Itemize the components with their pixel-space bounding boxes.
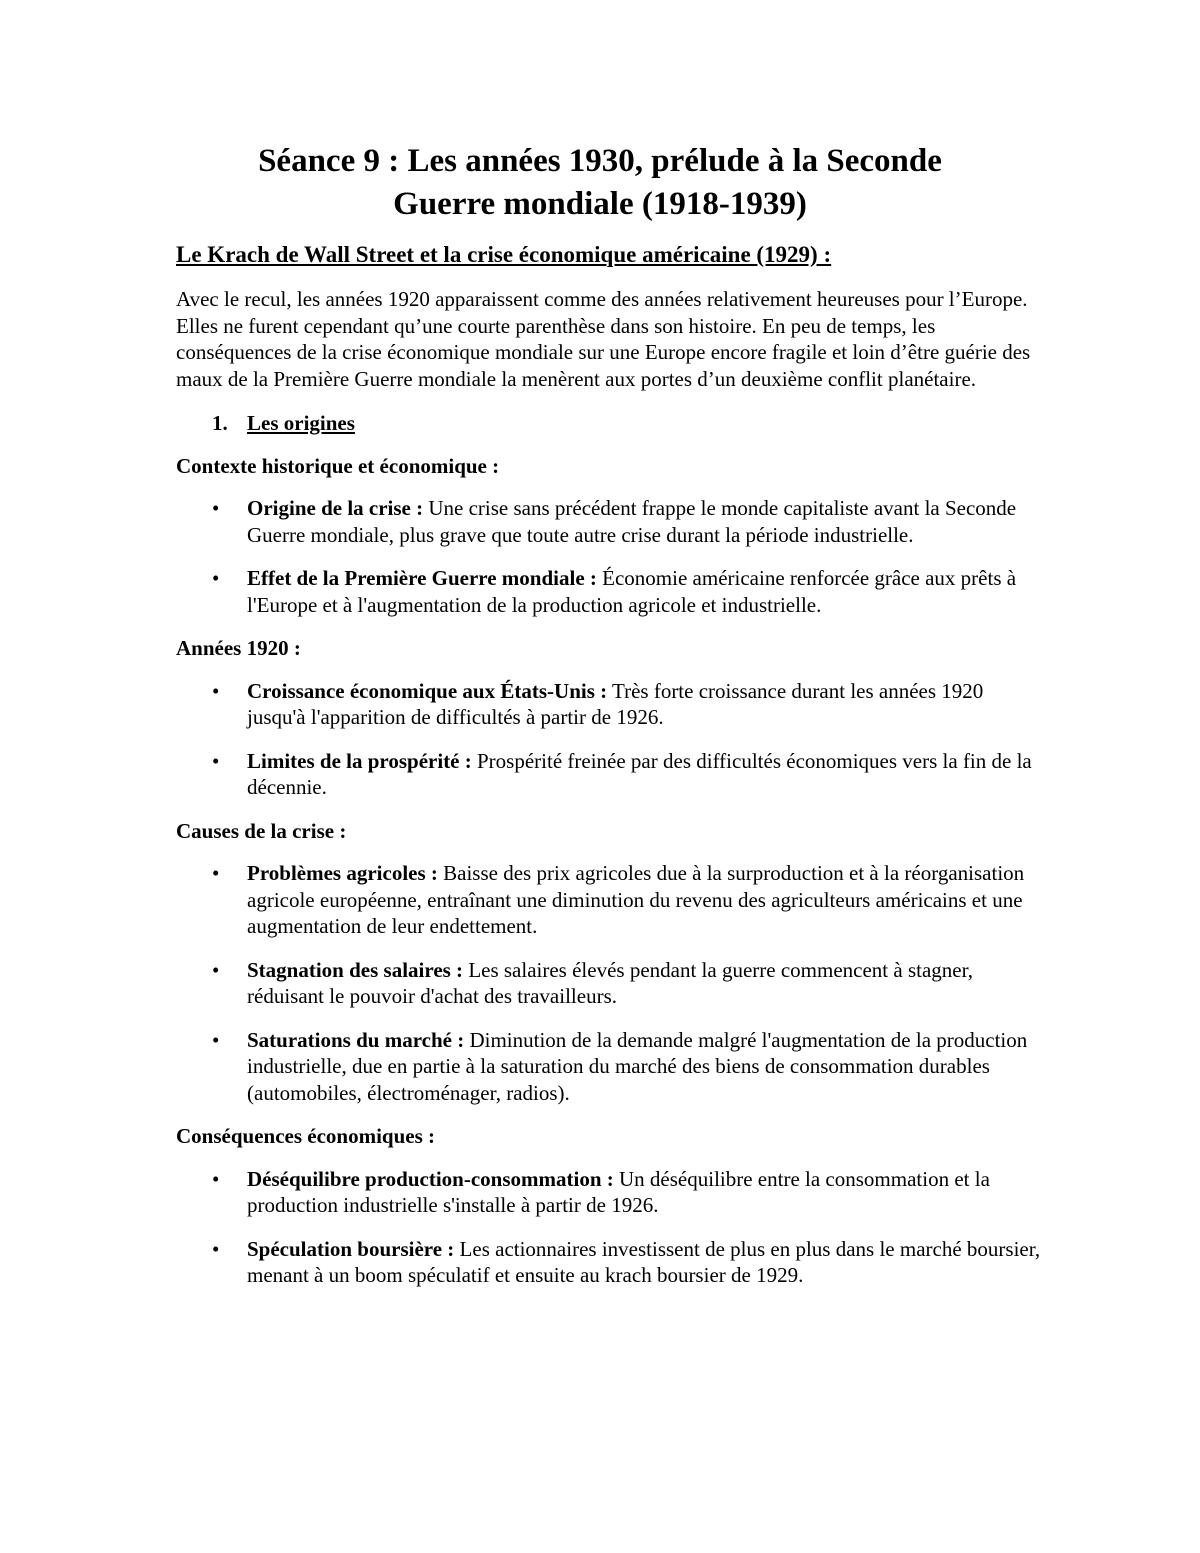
bullet-list [176,860,1046,1106]
bullet-text: Économie américaine renforcée grâce aux prêts à l'Europe et à l'augmentation de la production agricole et industrielle. [247,566,1017,617]
bullet-text: Une crise sans précédent frappe le monde capitaliste avant la Seconde Guerre mondiale, plus grave que toute autre crise durant la période industrielle. [247,496,1017,547]
intro-paragraph: Avec le recul, les années 1920 apparaissent comme des années relativement heureuses pour l’Europe. Elles ne furent cependant qu’une courte parenthèse dans son histoire. En peu de temps, les conséquences de la crise économique mondiale sur une Europe encore fragile et loin d’être guérie des maux de la Première Guerre mondiale la menèrent aux portes d’un deuxième conflit planétaire. [176,287,1031,391]
bullet-item [176,1027,1046,1107]
section-heading: Le Krach de Wall Street et la crise économique américaine (1929) : [176,242,832,267]
subsection-heading: Contexte historique et économique : [176,453,500,478]
bullet-list [176,678,1046,801]
subsection-heading: Années 1920 : [176,636,301,660]
title-line-1: Séance 9 : Les années 1930, prélude à la Seconde [258,143,942,179]
bullet-icon: • [212,957,220,982]
bullet-term: Spéculation boursière : [247,1236,455,1261]
bullet-term: Problèmes agricoles : [247,861,438,885]
bullet-list [176,495,1046,618]
numbered-heading [176,410,1046,437]
bullet-icon: • [212,748,220,773]
bullet-item [176,678,1046,731]
bullet-icon: • [212,678,220,703]
bullet-item [176,565,1046,618]
bullet-text: Très forte croissance durant les années 1920 jusqu'à l'apparition de difficultés à partir de 1926. [247,678,984,729]
bullet-icon: • [212,861,220,885]
bullet-item [176,1236,1046,1289]
bullet-item [176,1166,1046,1219]
page-title [150,140,1050,226]
bullet-text: Les actionnaires investissent de plus en plus dans le marché boursier, menant à un boom spéculatif et ensuite au krach boursier de 1929. [247,1236,1041,1287]
bullet-term: Limites de la prospérité : [247,748,472,773]
numbered-heading-label: Les origines [247,411,355,435]
bullet-icon: • [212,1236,220,1261]
bullet-groups [176,453,1046,1289]
bullet-term: Stagnation des salaires : [247,957,464,982]
bullet-term: Saturations du marché : [247,1027,465,1052]
subsection-heading: Causes de la crise : [176,818,347,843]
bullet-term: Effet de la Première Guerre mondiale : [247,566,597,590]
bullet-text: Baisse des prix agricoles due à la surproduction et à la réorganisation agricole européenne, entraînant une diminution du revenu des agriculteurs américains et une augmentation de leur endettement. [247,861,1025,938]
bullet-list [176,1166,1046,1289]
bullet-item [176,957,1046,1010]
bullet-term: Origine de la crise : [247,496,424,520]
numbered-heading-number: 1. [212,411,228,435]
bullet-item [176,860,1046,940]
bullet-text: Les salaires élevés pendant la guerre commencent à stagner, réduisant le pouvoir d'achat des travailleurs. [247,957,973,1008]
bullet-icon: • [212,1166,220,1191]
bullet-text: Prospérité freinée par des difficultés économiques vers la fin de la décennie. [247,748,1032,799]
bullet-text: Diminution de la demande malgré l'augmentation de la production industrielle, due en partie à la saturation du marché des biens de consommation durables (automobiles, électroménager, radios). [247,1027,1028,1105]
bullet-item [176,495,1046,548]
title-line-2: Guerre mondiale (1918-1939) [393,186,807,222]
bullet-icon: • [212,566,220,590]
bullet-term: Croissance économique aux États-Unis : [247,678,608,703]
bullet-icon: • [212,1027,220,1052]
bullet-term: Déséquilibre production-consommation : [247,1166,614,1191]
bullet-text: Un déséquilibre entre la consommation et la production industrielle s'installe à partir de 1926. [247,1166,990,1217]
bullet-icon: • [212,496,220,520]
subsection-heading: Conséquences économiques : [176,1124,436,1148]
document-body [176,240,1046,1306]
bullet-item [176,748,1046,801]
